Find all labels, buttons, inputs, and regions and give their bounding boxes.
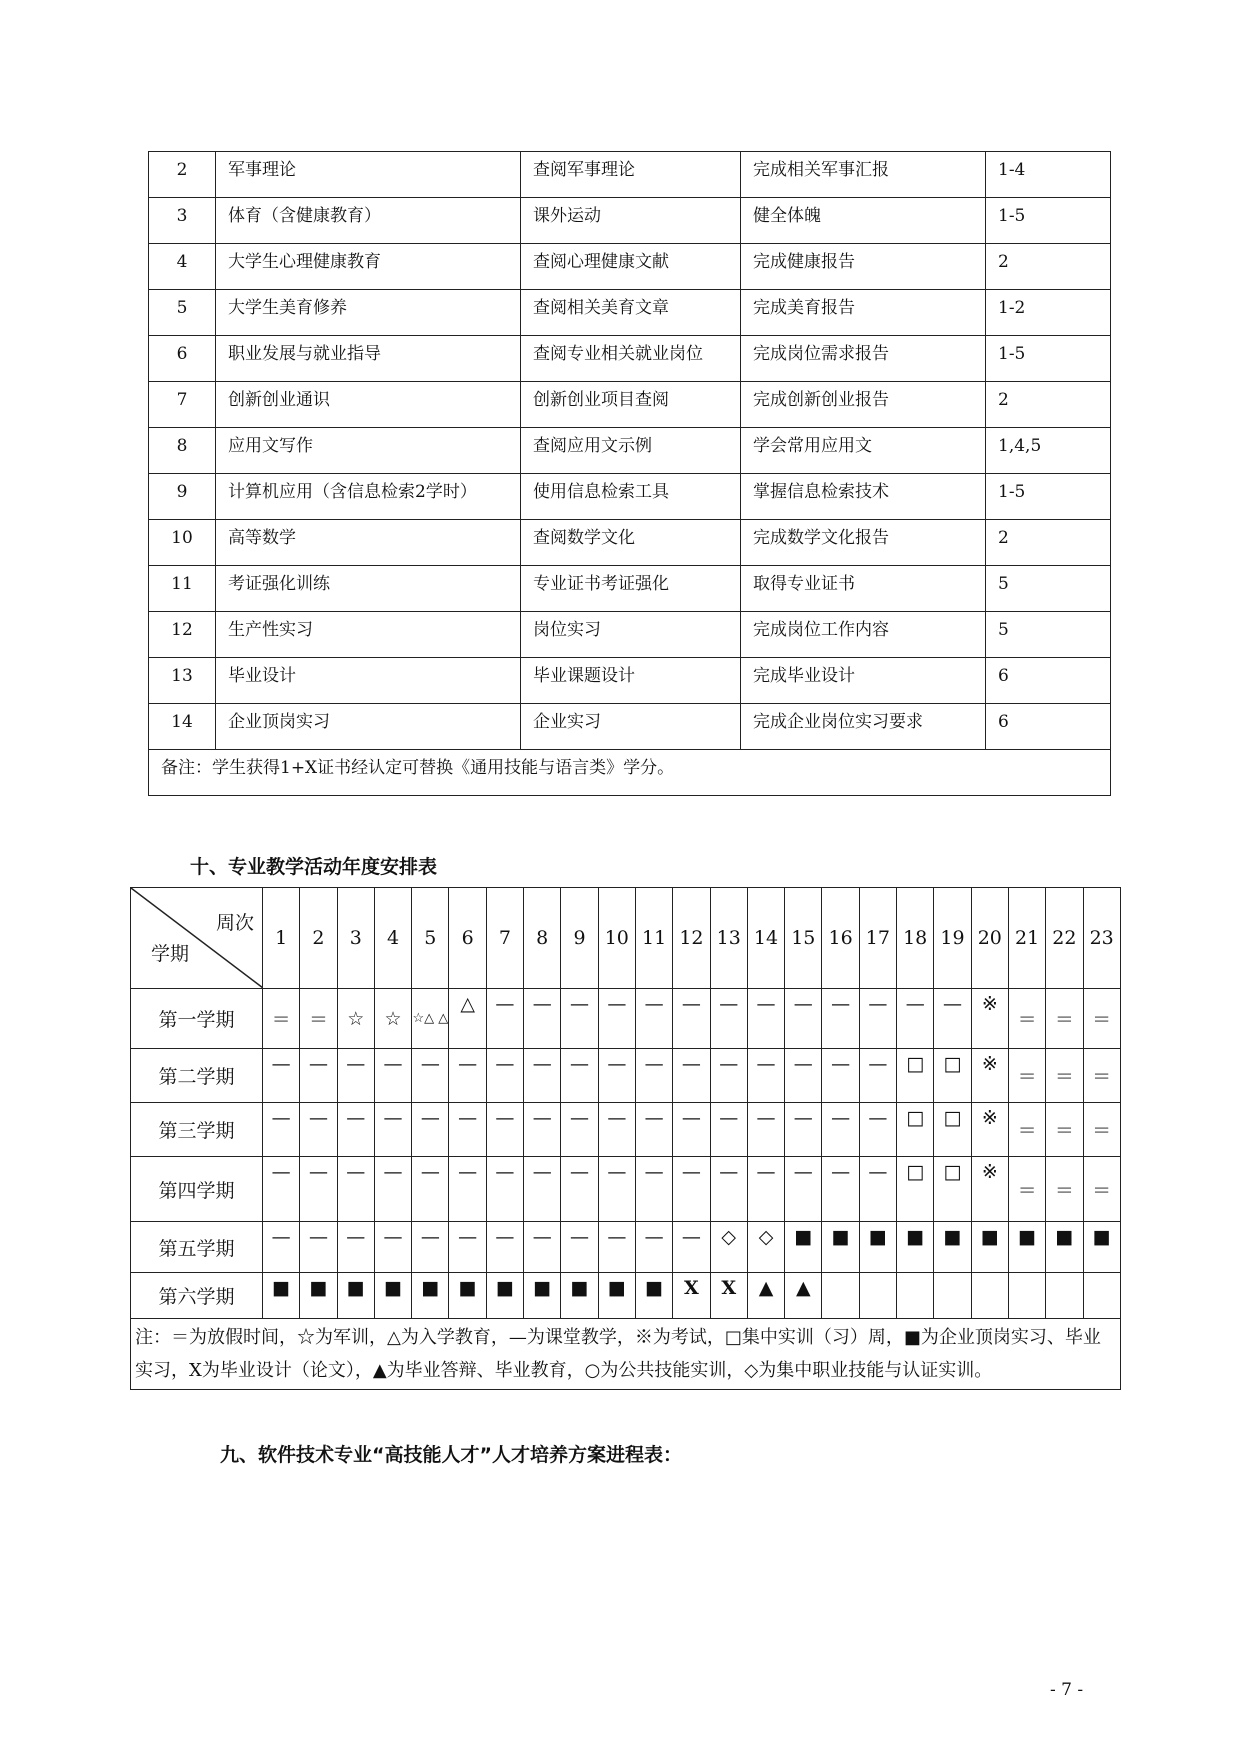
week-header: 11 (635, 888, 672, 989)
schedule-cell: — (710, 1049, 747, 1103)
schedule-cell: — (785, 1157, 822, 1222)
week-header: 16 (822, 888, 859, 989)
week-header: 1 (263, 888, 300, 989)
schedule-cell: — (785, 989, 822, 1049)
page-number: - 7 - (1050, 1680, 1084, 1700)
schedule-cell: — (561, 1103, 598, 1157)
schedule-cell: ※ (971, 1157, 1008, 1222)
schedule-cell: ■ (1046, 1222, 1083, 1273)
schedule-cell: ＝ (1008, 989, 1045, 1049)
table-row (149, 474, 1111, 520)
schedule-cell: ※ (971, 1049, 1008, 1103)
semester: 5 (986, 566, 1111, 612)
semester: 1-5 (986, 336, 1111, 382)
schedule-cell: — (524, 1157, 561, 1222)
table-row (149, 244, 1111, 290)
row-number: 6 (149, 336, 216, 382)
schedule-cell: — (524, 1222, 561, 1273)
schedule-cell: ＝ (1046, 1103, 1083, 1157)
schedule-cell (897, 1273, 934, 1319)
schedule-cell: ※ (971, 1103, 1008, 1157)
schedule-cell: ■ (337, 1273, 374, 1319)
schedule-cell: — (300, 1222, 337, 1273)
annual-schedule-table (130, 887, 1121, 1390)
schedule-cell: ＝ (1083, 1157, 1120, 1222)
table-note: 备注：学生获得1+X证书经认定可替换《通用技能与语言类》学分。 (149, 750, 1111, 796)
legend-note: 注：＝为放假时间，☆为军训，△为入学教育，—为课堂教学，※为考试，□集中实训（习）周，■为企业顶岗实习、毕业实习，X为毕业设计（论文），▲为毕业答辩、毕业教育，○为公共技能实训，◇为集中职业技能与认证实训。 (131, 1319, 1121, 1390)
activity: 查阅应用文示例 (521, 428, 741, 474)
table-row (149, 612, 1111, 658)
course-name: 企业顶岗实习 (216, 704, 521, 750)
week-header: 22 (1046, 888, 1083, 989)
table-row (149, 704, 1111, 750)
schedule-cell: ＝ (263, 989, 300, 1049)
activity: 岗位实习 (521, 612, 741, 658)
semester: 1-5 (986, 198, 1111, 244)
activity: 查阅心理健康文献 (521, 244, 741, 290)
semester: 6 (986, 704, 1111, 750)
semester-row (131, 1049, 1121, 1103)
activity: 使用信息检索工具 (521, 474, 741, 520)
semester-label: 第三学期 (131, 1103, 263, 1157)
table-row (149, 566, 1111, 612)
semester-row (131, 1222, 1121, 1273)
row-number: 4 (149, 244, 216, 290)
schedule-cell: — (897, 989, 934, 1049)
semester: 6 (986, 658, 1111, 704)
row-number: 9 (149, 474, 216, 520)
schedule-cell: — (747, 1103, 784, 1157)
schedule-cell: — (374, 1222, 411, 1273)
schedule-cell: — (822, 1157, 859, 1222)
course-name: 高等数学 (216, 520, 521, 566)
schedule-cell: — (263, 1222, 300, 1273)
schedule-cell: — (263, 1049, 300, 1103)
table-row (149, 658, 1111, 704)
schedule-cell: □ (934, 1103, 971, 1157)
schedule-cell: □ (897, 1049, 934, 1103)
goal: 完成相关军事汇报 (741, 152, 986, 198)
week-header: 3 (337, 888, 374, 989)
schedule-cell: — (598, 1103, 635, 1157)
activity: 查阅数学文化 (521, 520, 741, 566)
schedule-cell: ■ (374, 1273, 411, 1319)
row-number: 2 (149, 152, 216, 198)
schedule-cell: — (524, 989, 561, 1049)
schedule-cell (934, 1273, 971, 1319)
week-axis-label: 周次 (215, 912, 254, 934)
schedule-cell (1083, 1273, 1120, 1319)
schedule-cell: — (747, 989, 784, 1049)
schedule-cell: ＝ (1008, 1049, 1045, 1103)
schedule-cell (859, 1273, 896, 1319)
week-header: 21 (1008, 888, 1045, 989)
week-header: 18 (897, 888, 934, 989)
header-row (131, 888, 1121, 989)
schedule-cell: — (300, 1103, 337, 1157)
row-number: 12 (149, 612, 216, 658)
activity: 专业证书考证强化 (521, 566, 741, 612)
schedule-cell: — (412, 1157, 449, 1222)
schedule-cell: □ (897, 1103, 934, 1157)
week-header: 9 (561, 888, 598, 989)
schedule-cell: — (635, 1157, 672, 1222)
schedule-cell: — (449, 1222, 486, 1273)
schedule-cell: ＝ (1083, 1049, 1120, 1103)
semester: 2 (986, 520, 1111, 566)
schedule-cell: — (785, 1049, 822, 1103)
schedule-cell (1046, 1273, 1083, 1319)
schedule-cell: — (673, 1049, 710, 1103)
semester-row (131, 989, 1121, 1049)
schedule-cell: — (710, 989, 747, 1049)
week-header: 7 (486, 888, 523, 989)
corner-cell (131, 888, 263, 989)
semester-label: 第一学期 (131, 989, 263, 1049)
schedule-cell: ■ (897, 1222, 934, 1273)
course-name: 毕业设计 (216, 658, 521, 704)
week-header: 13 (710, 888, 747, 989)
course-name: 军事理论 (216, 152, 521, 198)
semester: 1,4,5 (986, 428, 1111, 474)
schedule-cell: — (263, 1103, 300, 1157)
table-row (149, 198, 1111, 244)
table-row (149, 428, 1111, 474)
schedule-cell: — (859, 989, 896, 1049)
schedule-cell: — (598, 1222, 635, 1273)
activity: 毕业课题设计 (521, 658, 741, 704)
table-row (149, 336, 1111, 382)
schedule-cell: — (822, 1103, 859, 1157)
semester: 5 (986, 612, 1111, 658)
schedule-cell: — (934, 989, 971, 1049)
schedule-cell: ■ (561, 1273, 598, 1319)
row-number: 11 (149, 566, 216, 612)
semester: 1-4 (986, 152, 1111, 198)
table-row (149, 152, 1111, 198)
schedule-cell: — (449, 1157, 486, 1222)
semester-axis-label: 学期 (151, 943, 190, 965)
schedule-cell: ◇ (747, 1222, 784, 1273)
schedule-cell: X (673, 1273, 710, 1319)
section-9-title: 九、软件技术专业“高技能人才”人才培养方案进程表： (220, 1444, 682, 1466)
schedule-cell: ■ (412, 1273, 449, 1319)
schedule-cell: — (486, 989, 523, 1049)
schedule-cell: ▲ (785, 1273, 822, 1319)
activity: 企业实习 (521, 704, 741, 750)
activity: 课外运动 (521, 198, 741, 244)
schedule-cell: ＝ (1046, 989, 1083, 1049)
schedule-cell: ※ (971, 989, 1008, 1049)
course-name: 创新创业通识 (216, 382, 521, 428)
schedule-cell: ■ (859, 1222, 896, 1273)
week-header: 6 (449, 888, 486, 989)
schedule-cell: — (561, 1222, 598, 1273)
goal: 完成岗位需求报告 (741, 336, 986, 382)
semester-row (131, 1273, 1121, 1319)
schedule-cell: — (486, 1103, 523, 1157)
row-number: 5 (149, 290, 216, 336)
schedule-cell: — (598, 989, 635, 1049)
week-header: 15 (785, 888, 822, 989)
course-name: 大学生心理健康教育 (216, 244, 521, 290)
activity: 创新创业项目查阅 (521, 382, 741, 428)
schedule-cell: — (524, 1049, 561, 1103)
semester-label: 第六学期 (131, 1273, 263, 1319)
schedule-cell: — (859, 1103, 896, 1157)
schedule-cell: ■ (1083, 1222, 1120, 1273)
goal: 健全体魄 (741, 198, 986, 244)
schedule-cell: — (710, 1103, 747, 1157)
schedule-cell: — (374, 1049, 411, 1103)
schedule-cell: — (822, 1049, 859, 1103)
schedule-cell: — (412, 1222, 449, 1273)
schedule-cell: — (449, 1049, 486, 1103)
week-header: 23 (1083, 888, 1120, 989)
activity: 查阅专业相关就业岗位 (521, 336, 741, 382)
schedule-cell: — (673, 1103, 710, 1157)
schedule-cell: — (337, 1222, 374, 1273)
goal: 取得专业证书 (741, 566, 986, 612)
schedule-cell (971, 1273, 1008, 1319)
schedule-cell: — (859, 1157, 896, 1222)
schedule-cell: — (747, 1157, 784, 1222)
table-row (149, 382, 1111, 428)
semester: 1-5 (986, 474, 1111, 520)
schedule-cell: ＝ (1083, 1103, 1120, 1157)
schedule-cell: ■ (449, 1273, 486, 1319)
schedule-cell: — (561, 1049, 598, 1103)
schedule-cell: — (486, 1222, 523, 1273)
semester-label: 第二学期 (131, 1049, 263, 1103)
schedule-cell: ■ (524, 1273, 561, 1319)
schedule-cell: ＝ (1046, 1157, 1083, 1222)
goal: 完成美育报告 (741, 290, 986, 336)
schedule-cell: ■ (300, 1273, 337, 1319)
goal: 完成企业岗位实习要求 (741, 704, 986, 750)
course-name: 大学生美育修养 (216, 290, 521, 336)
schedule-cell: — (486, 1157, 523, 1222)
goal: 完成健康报告 (741, 244, 986, 290)
schedule-cell: X (710, 1273, 747, 1319)
schedule-cell: — (747, 1049, 784, 1103)
goal: 完成数学文化报告 (741, 520, 986, 566)
schedule-cell: ■ (785, 1222, 822, 1273)
week-header: 12 (673, 888, 710, 989)
schedule-cell: — (635, 1049, 672, 1103)
row-number: 14 (149, 704, 216, 750)
schedule-cell: — (710, 1157, 747, 1222)
course-name: 考证强化训练 (216, 566, 521, 612)
schedule-cell: — (785, 1103, 822, 1157)
schedule-cell: ◇ (710, 1222, 747, 1273)
course-activity-table (148, 151, 1111, 796)
row-number: 8 (149, 428, 216, 474)
table-row (149, 520, 1111, 566)
schedule-cell: □ (934, 1157, 971, 1222)
schedule-cell: ■ (971, 1222, 1008, 1273)
schedule-cell (1008, 1273, 1045, 1319)
schedule-cell: — (449, 1103, 486, 1157)
row-number: 10 (149, 520, 216, 566)
goal: 掌握信息检索技术 (741, 474, 986, 520)
activity: 查阅军事理论 (521, 152, 741, 198)
schedule-cell: ■ (263, 1273, 300, 1319)
semester: 1-2 (986, 290, 1111, 336)
schedule-cell: — (300, 1049, 337, 1103)
semester-label: 第四学期 (131, 1157, 263, 1222)
schedule-cell: — (673, 1157, 710, 1222)
schedule-cell: — (598, 1157, 635, 1222)
week-header: 20 (971, 888, 1008, 989)
schedule-cell: — (263, 1157, 300, 1222)
schedule-cell: — (337, 1049, 374, 1103)
schedule-cell: — (673, 989, 710, 1049)
activity: 查阅相关美育文章 (521, 290, 741, 336)
schedule-cell: — (822, 989, 859, 1049)
schedule-cell: ■ (598, 1273, 635, 1319)
semester: 2 (986, 382, 1111, 428)
course-name: 应用文写作 (216, 428, 521, 474)
schedule-cell: — (337, 1157, 374, 1222)
schedule-cell: ＝ (1008, 1103, 1045, 1157)
week-header: 8 (524, 888, 561, 989)
course-name: 计算机应用（含信息检索2学时） (216, 474, 521, 520)
schedule-cell: — (598, 1049, 635, 1103)
schedule-cell: ☆ (337, 989, 374, 1049)
row-number: 7 (149, 382, 216, 428)
course-name: 生产性实习 (216, 612, 521, 658)
schedule-cell: — (300, 1157, 337, 1222)
schedule-cell: — (486, 1049, 523, 1103)
semester-row (131, 1103, 1121, 1157)
schedule-cell: ■ (635, 1273, 672, 1319)
schedule-cell: ＝ (1008, 1157, 1045, 1222)
row-number: 13 (149, 658, 216, 704)
schedule-cell: — (561, 1157, 598, 1222)
semester-label: 第五学期 (131, 1222, 263, 1273)
schedule-cell: ■ (934, 1222, 971, 1273)
schedule-cell: — (374, 1157, 411, 1222)
schedule-cell: ☆ (374, 989, 411, 1049)
week-header: 17 (859, 888, 896, 989)
schedule-cell: — (635, 1222, 672, 1273)
schedule-cell: ＝ (1046, 1049, 1083, 1103)
schedule-cell: — (859, 1049, 896, 1103)
schedule-cell: — (412, 1049, 449, 1103)
week-header: 4 (374, 888, 411, 989)
schedule-cell: — (673, 1222, 710, 1273)
week-header: 14 (747, 888, 784, 989)
schedule-cell: ☆△ △ (412, 989, 449, 1049)
goal: 完成毕业设计 (741, 658, 986, 704)
schedule-cell: ■ (1008, 1222, 1045, 1273)
semester-row (131, 1157, 1121, 1222)
schedule-cell: — (374, 1103, 411, 1157)
row-number: 3 (149, 198, 216, 244)
semester: 2 (986, 244, 1111, 290)
schedule-cell: ■ (822, 1222, 859, 1273)
week-header: 19 (934, 888, 971, 989)
schedule-cell: □ (897, 1157, 934, 1222)
schedule-cell: □ (934, 1049, 971, 1103)
goal: 完成岗位工作内容 (741, 612, 986, 658)
schedule-cell: ▲ (747, 1273, 784, 1319)
schedule-cell: — (412, 1103, 449, 1157)
schedule-cell: — (337, 1103, 374, 1157)
goal: 学会常用应用文 (741, 428, 986, 474)
goal: 完成创新创业报告 (741, 382, 986, 428)
schedule-cell: ＝ (300, 989, 337, 1049)
section-10-title: 十、专业教学活动年度安排表 (190, 856, 438, 878)
schedule-cell: △ (449, 989, 486, 1049)
schedule-cell: ■ (486, 1273, 523, 1319)
course-name: 体育（含健康教育） (216, 198, 521, 244)
schedule-cell: — (524, 1103, 561, 1157)
schedule-cell: ＝ (1083, 989, 1120, 1049)
week-header: 2 (300, 888, 337, 989)
schedule-cell (822, 1273, 859, 1319)
course-name: 职业发展与就业指导 (216, 336, 521, 382)
week-header: 5 (412, 888, 449, 989)
week-header: 10 (598, 888, 635, 989)
schedule-cell: — (561, 989, 598, 1049)
table-row (149, 290, 1111, 336)
schedule-cell: — (635, 989, 672, 1049)
schedule-cell: — (635, 1103, 672, 1157)
